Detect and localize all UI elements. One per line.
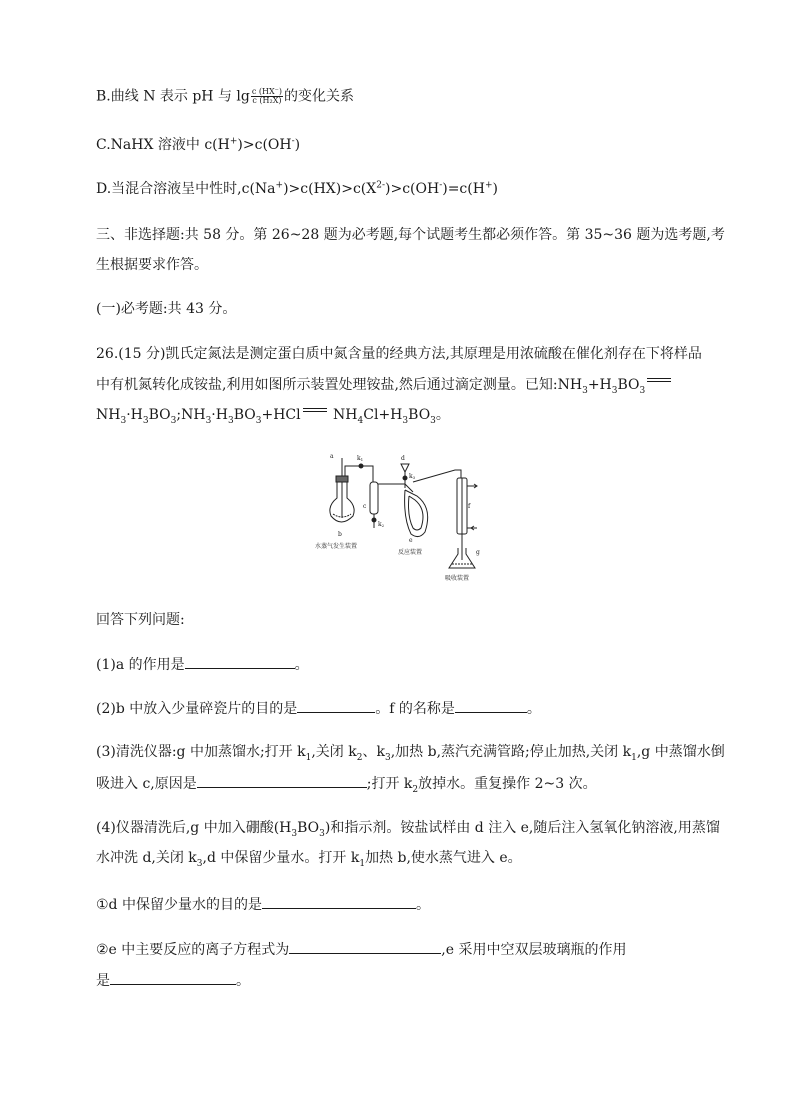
- label-k2: k2: [378, 521, 385, 528]
- letter-a: a: [330, 453, 334, 460]
- subscript: 3: [430, 415, 436, 426]
- answer-blank-3[interactable]: [197, 775, 367, 788]
- subscript: 3: [582, 385, 588, 396]
- answer-blank-4c[interactable]: [110, 972, 236, 985]
- text: 吸进入 c,原因是: [96, 776, 197, 792]
- equals-sign: [303, 408, 327, 414]
- subscript: 3: [227, 415, 234, 426]
- text: ;打开 k: [366, 776, 413, 792]
- part-4-line-1: [96, 820, 720, 839]
- superscript: -: [439, 180, 443, 191]
- subscript: 3: [611, 385, 618, 396]
- tube-c: [370, 482, 378, 514]
- answer-blank-4b[interactable]: [289, 941, 441, 954]
- subscript: 3: [120, 415, 127, 426]
- q26-line-3: [96, 407, 450, 426]
- text: 中有机氮转化成铵盐,利用如图所示装置处理铵盐,然后通过滴定测量。已知:NH: [96, 377, 583, 393]
- kjeldahl-apparatus-figure: [305, 448, 495, 588]
- letter-e: e: [409, 537, 413, 544]
- text: 加热 b,使水蒸气进入 e。: [365, 850, 522, 866]
- part-4-line-2: [96, 850, 522, 869]
- answer-prompt: 回答下列问题:: [96, 612, 185, 628]
- text: ·H: [126, 407, 143, 423]
- part-1: [96, 656, 309, 672]
- caption-steam-generator: 水蒸气发生装置: [315, 543, 358, 550]
- connector-tube: [378, 484, 413, 492]
- subscript: 1: [631, 752, 637, 763]
- text: BO: [297, 820, 320, 836]
- text: 。f 的名称是: [375, 701, 455, 717]
- answer-blank-1[interactable]: [185, 656, 295, 669]
- text: )和指示剂。铵盐试样由 d 注入 e,随后注入氢氧化钠溶液,用蒸馏: [324, 820, 720, 836]
- condenser-f: [457, 478, 477, 560]
- label-k1: k1: [357, 455, 364, 462]
- fraction-denominator: c (H₂X): [252, 96, 282, 105]
- sub-question-1: [96, 896, 430, 912]
- text: (2)b 中放入少量碎瓷片的目的是: [96, 701, 298, 717]
- text: BO: [617, 377, 640, 393]
- option-c: [96, 138, 300, 152]
- text: 。: [294, 657, 309, 673]
- steam-generator: [330, 458, 373, 522]
- funnel-d: [401, 464, 409, 472]
- text: 放掉水。重复操作 2~3 次。: [418, 776, 597, 792]
- option-c-text: C.NaHX 溶液中 c(H: [96, 137, 230, 153]
- option-b-text: B.曲线 N 表示 pH 与 lg: [96, 88, 250, 105]
- subscript: 3: [170, 415, 177, 426]
- valve-k2: [372, 518, 376, 522]
- option-b: [96, 88, 354, 105]
- subscript: 2: [412, 784, 419, 795]
- text: ,d 中保留少量水。打开 k: [202, 850, 360, 866]
- text: 。: [526, 701, 541, 717]
- option-d-text: )>c(HX)>c(X: [283, 181, 377, 197]
- subscript: 3: [142, 415, 149, 426]
- superscript: -: [291, 136, 295, 147]
- fraction-numerator: c (HX⁻): [251, 87, 283, 96]
- text: 是: [96, 973, 110, 989]
- text: BO: [408, 407, 431, 423]
- subscript: 3: [255, 415, 262, 426]
- sub-question-2: [96, 941, 626, 957]
- section-3-line-2: 生根据要求作答。: [96, 257, 208, 273]
- equals-sign: [647, 378, 671, 384]
- text: ,e 采用中空双层玻璃瓶的作用: [441, 942, 627, 958]
- option-d-text: D.当混合溶液呈中性时,c(Na: [96, 181, 276, 197]
- text: NH: [328, 407, 358, 423]
- subscript: 3: [319, 828, 325, 839]
- option-c-text: )>c(OH: [237, 137, 292, 153]
- option-d-text: )=c(H: [442, 181, 485, 197]
- subscript: 3: [384, 752, 391, 763]
- text: (4)仪器清洗后,g 中加入硼酸(H: [96, 820, 292, 836]
- label-k3: k3: [409, 473, 416, 480]
- text: ②e 中主要反应的离子方程式为: [96, 942, 290, 958]
- text: ①d 中保留少量水的目的是: [96, 897, 262, 913]
- option-d-text: ): [492, 181, 498, 197]
- sub-question-2-continued: [96, 972, 250, 988]
- text: (3)清洗仪器:g 中加蒸馏水;打开 k: [96, 744, 306, 760]
- text: BO: [148, 407, 171, 423]
- text: ,关闭 k: [311, 744, 357, 760]
- text: ,g 中蒸馏水倒: [636, 744, 725, 760]
- subscript: 3: [196, 858, 203, 869]
- valve-k1: [359, 464, 363, 468]
- text: +HCl: [261, 407, 301, 423]
- text: 。: [236, 973, 250, 989]
- answer-blank-2b[interactable]: [455, 700, 527, 713]
- superscript: +: [229, 136, 238, 147]
- letter-f: f: [468, 503, 471, 510]
- option-b-suffix: 的变化关系: [284, 88, 355, 105]
- text: Cl+H: [363, 407, 403, 423]
- figure-letters: [315, 453, 480, 582]
- text: NH: [96, 407, 121, 423]
- subscript: 3: [291, 828, 298, 839]
- log-fraction: [251, 88, 283, 105]
- answer-blank-4a[interactable]: [262, 896, 416, 909]
- superscript: 2-: [376, 180, 385, 191]
- valve-k3: [403, 476, 407, 480]
- text: 。: [435, 407, 450, 423]
- flask-stopper: [336, 476, 348, 482]
- subscript: 3: [205, 415, 212, 426]
- subscript: 1: [305, 752, 312, 763]
- section-3-line-1: 三、非选择题:共 58 分。第 26~28 题为必考题,每个试题考生都必须作答。第 35~36 题为选考题,考: [96, 227, 725, 243]
- option-d: [96, 182, 498, 196]
- text: 水冲洗 d,关闭 k: [96, 850, 197, 866]
- text: 。: [415, 897, 430, 913]
- vessel-e-inner: [409, 496, 424, 530]
- text: +H: [587, 377, 612, 393]
- caption-absorption: 吸收装置: [445, 575, 470, 582]
- superscript: +: [484, 180, 493, 191]
- subscript: 4: [357, 415, 364, 426]
- text: 、k: [362, 744, 385, 760]
- subscript: 2: [356, 752, 363, 763]
- part-3-line-2: [96, 775, 597, 795]
- subscript: 3: [402, 415, 409, 426]
- text: ·H: [211, 407, 228, 423]
- text: BO: [233, 407, 256, 423]
- letter-c: c: [363, 503, 367, 510]
- text: (1)a 的作用是: [96, 657, 185, 673]
- subscript: 1: [359, 858, 366, 869]
- superscript: +: [275, 180, 284, 191]
- q26-line-1: 26.(15 分)凯氏定氮法是测定蛋白质中氮含量的经典方法,其原理是用浓硫酸在催化剂存在下将样品: [96, 346, 702, 362]
- required-heading: (一)必考题:共 43 分。: [96, 301, 237, 317]
- subscript: 3: [639, 385, 646, 396]
- text: ;NH: [176, 407, 206, 423]
- letter-d: d: [401, 455, 405, 462]
- q26-line-2: [96, 377, 673, 396]
- option-c-text: ): [294, 137, 301, 153]
- option-d-text: )>c(OH: [385, 181, 440, 197]
- delivery-tube: [413, 470, 461, 482]
- text: ,加热 b,蒸汽充满管路;停止加热,关闭 k: [390, 744, 632, 760]
- part-3-line-1: [96, 744, 725, 763]
- caption-reaction-vessel: 反应装置: [398, 549, 423, 556]
- steam-tube: [345, 466, 373, 482]
- letter-b: b: [338, 531, 342, 538]
- letter-g: g: [476, 549, 480, 556]
- answer-blank-2a[interactable]: [297, 700, 375, 713]
- part-2: [96, 700, 541, 716]
